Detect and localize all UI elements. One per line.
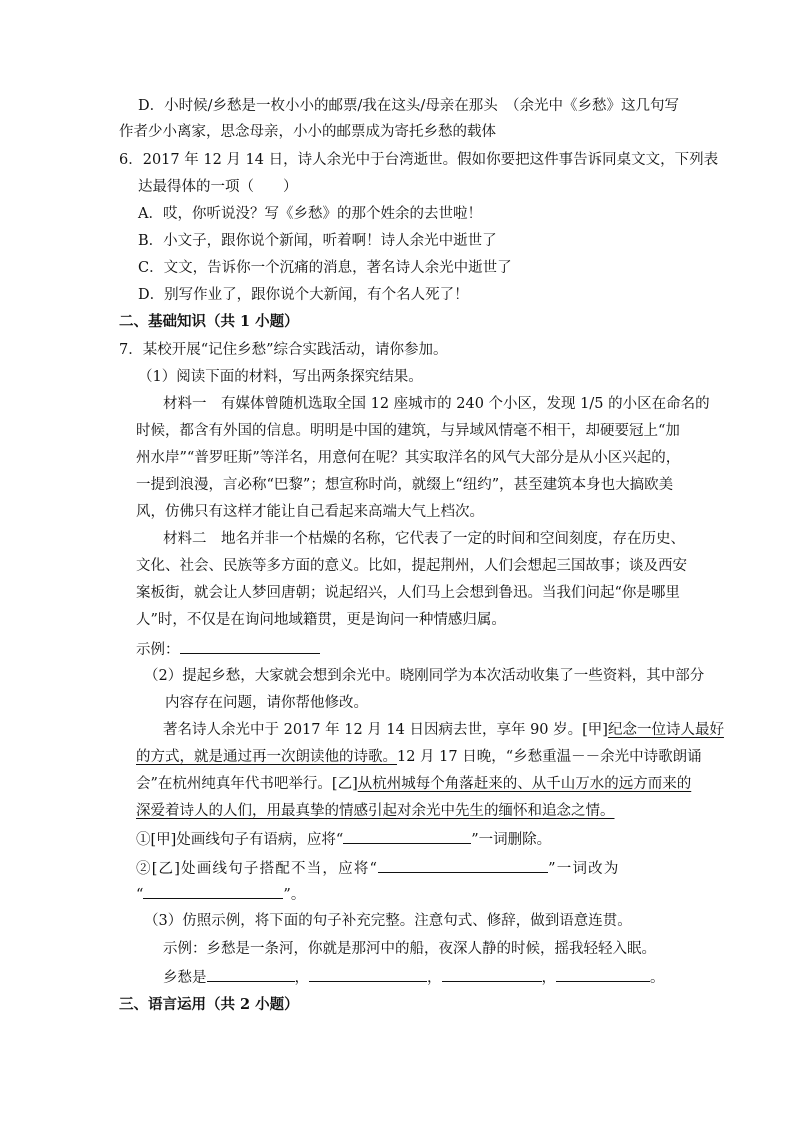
material-2-line1: 材料二 地名并非一个枯燥的名称，它代表了一定的时间和空间刻度，存在历史、 <box>163 531 685 547</box>
fix-q2-blank-original[interactable] <box>378 858 548 873</box>
section-3-heading: 三、语言运用（共 2 小题） <box>119 996 299 1013</box>
sentence-jia-underline: 纪念一位诗人最好 <box>607 722 724 738</box>
example-answer-blank[interactable] <box>180 639 320 654</box>
sentence-yi-underline: 从杭州城每个角落赶来的、从千山万水的远方而来的 <box>357 776 692 792</box>
material-1-line2: 时候，都含有外国的信息。明明是中国的建筑，与异域风情毫不相干，却硬要冠上“加 <box>136 423 680 439</box>
q6-option-c: C．文文，告诉你一个沉痛的消息，著名诗人余光中逝世了 <box>138 260 512 276</box>
material-1-line3: 州水岸”“普罗旺斯”等洋名，用意何在呢？其实取洋名的风气大部分是从小区兴起的， <box>136 450 681 466</box>
fill-blank-3[interactable] <box>442 967 542 982</box>
material-1-line1: 材料一 有媒体曾随机选取全国 12 座城市的 240 个小区，发现 1/5 的小区在命名的 <box>163 396 710 412</box>
q6-option-a: A．哎，你听说没？写《乡愁》的那个姓余的去世啦！ <box>138 206 482 222</box>
q6-stem-line2: 达最得体的一项（ ） <box>138 179 298 195</box>
sentence-yi-underline-cont: 深爱着诗人的人们，用最真挚的情感引起对余光中先生的缅怀和追念之情。 <box>136 803 615 819</box>
q7-part2-prompt-line1: （2）提起乡愁，大家就会想到余光中。晓刚同学为本次活动收集了一些资料，其中部分 <box>144 668 705 684</box>
passage-line1 <box>163 720 724 740</box>
q6-option-d: D．别写作业了，跟你说个大新闻，有个名人死了！ <box>138 287 469 303</box>
passage-line3 <box>136 774 691 794</box>
fix-q2-tail: ”一词改为 <box>548 861 620 877</box>
material-1-line5: 风，仿佛只有这样才能让自己看起来高端大气上档次。 <box>136 504 484 520</box>
q7-part3-prompt: （3）仿照示例，将下面的句子补充完整。注意句式、修辞，做到语意连贯。 <box>144 913 632 929</box>
fill-comma-3: ， <box>541 970 556 986</box>
fix-q2-open-quote: “ <box>136 887 144 903</box>
fill-blank-1[interactable] <box>207 967 295 982</box>
fix-q2-blank-replacement[interactable] <box>143 884 283 899</box>
example-answer-line <box>136 639 320 660</box>
q7-part1-prompt: （1）阅读下面的材料，写出两条探究结果。 <box>138 369 423 385</box>
material-2-line3: 案板街，就会让人梦回唐朝；说起绍兴，人们马上会想到鲁迅。当我们问起“你是哪里 <box>136 585 680 601</box>
q6-option-b: B．小文子，跟你说个新闻，听着啊！诗人余光中逝世了 <box>138 233 497 249</box>
q7-part2-prompt-line2: 内容存在问题，请你帮他修改。 <box>165 695 368 711</box>
fill-comma-1: ， <box>294 970 309 986</box>
fix-q1-blank[interactable] <box>343 829 471 844</box>
fix-question-2 <box>136 858 620 879</box>
material-2-line2: 文化、社会、民族等多方面的意义。比如，提起荆州，人们会想起三国故事；谈及西安 <box>136 558 687 574</box>
material-2-line4: 人”时，不仅是在询问地域籍贯，更是询问一种情感归属。 <box>136 612 506 628</box>
fix-question-1 <box>136 829 551 850</box>
part3-example: 示例：乡愁是一条河，你就是那河中的船，夜深人静的时候，摇我轻轻入眠。 <box>163 941 656 957</box>
fix-question-2-correction <box>136 884 305 905</box>
section-2-heading: 二、基础知识（共 1 小题） <box>119 313 299 330</box>
q6-stem-line1: 6．2017 年 12 月 14 日，诗人余光中于台湾逝世。假如你要把这件事告诉同桌文文，下列表 <box>119 152 719 168</box>
passage-line2 <box>136 747 702 767</box>
fill-blank-4[interactable] <box>556 967 650 982</box>
q7-stem: 7．某校开展“记住乡愁”综合实践活动，请你参加。 <box>119 342 448 358</box>
passage-line2-text: 12 月 17 日晚，“乡愁重温－－余光中诗歌朗诵 <box>397 749 702 765</box>
q5-option-d-line2: 作者少小离家，思念母亲，小小的邮票成为寄托乡愁的载体 <box>119 124 496 140</box>
fix-q2-close-quote: ”。 <box>283 887 306 903</box>
fix-q2-text: ②[乙]处画线句子搭配不当，应将“ <box>136 861 379 877</box>
passage-line1-text: 著名诗人余光中于 2017 年 12 月 14 日因病去世，享年 90 岁。[甲] <box>163 722 608 738</box>
fix-q1-tail: ”一词删除。 <box>471 832 552 848</box>
fill-start: 乡愁是 <box>163 970 207 986</box>
q5-option-d-line1: D．小时候/乡愁是一枚小小的邮票/我在这头/母亲在那头 （余光中《乡愁》这几句写 <box>138 98 680 114</box>
material-1-line4: 一提到浪漫，言必称“巴黎”；想宣称时尚，就缀上“纽约”，甚至建筑本身也大搞欧美 <box>136 477 674 493</box>
fill-blank-2[interactable] <box>309 967 427 982</box>
passage-line3-text: 会”在杭州纯真年代书吧举行。[乙] <box>136 776 358 792</box>
part3-fill-line <box>163 967 665 988</box>
example-label: 示例： <box>136 642 180 658</box>
fill-period: 。 <box>650 970 665 986</box>
fix-q1-text: ①[甲]处画线句子有语病，应将“ <box>136 832 344 848</box>
sentence-jia-underline-cont: 的方式，就是通过再一次朗读他的诗歌。 <box>136 749 397 765</box>
fill-comma-2: ， <box>427 970 442 986</box>
